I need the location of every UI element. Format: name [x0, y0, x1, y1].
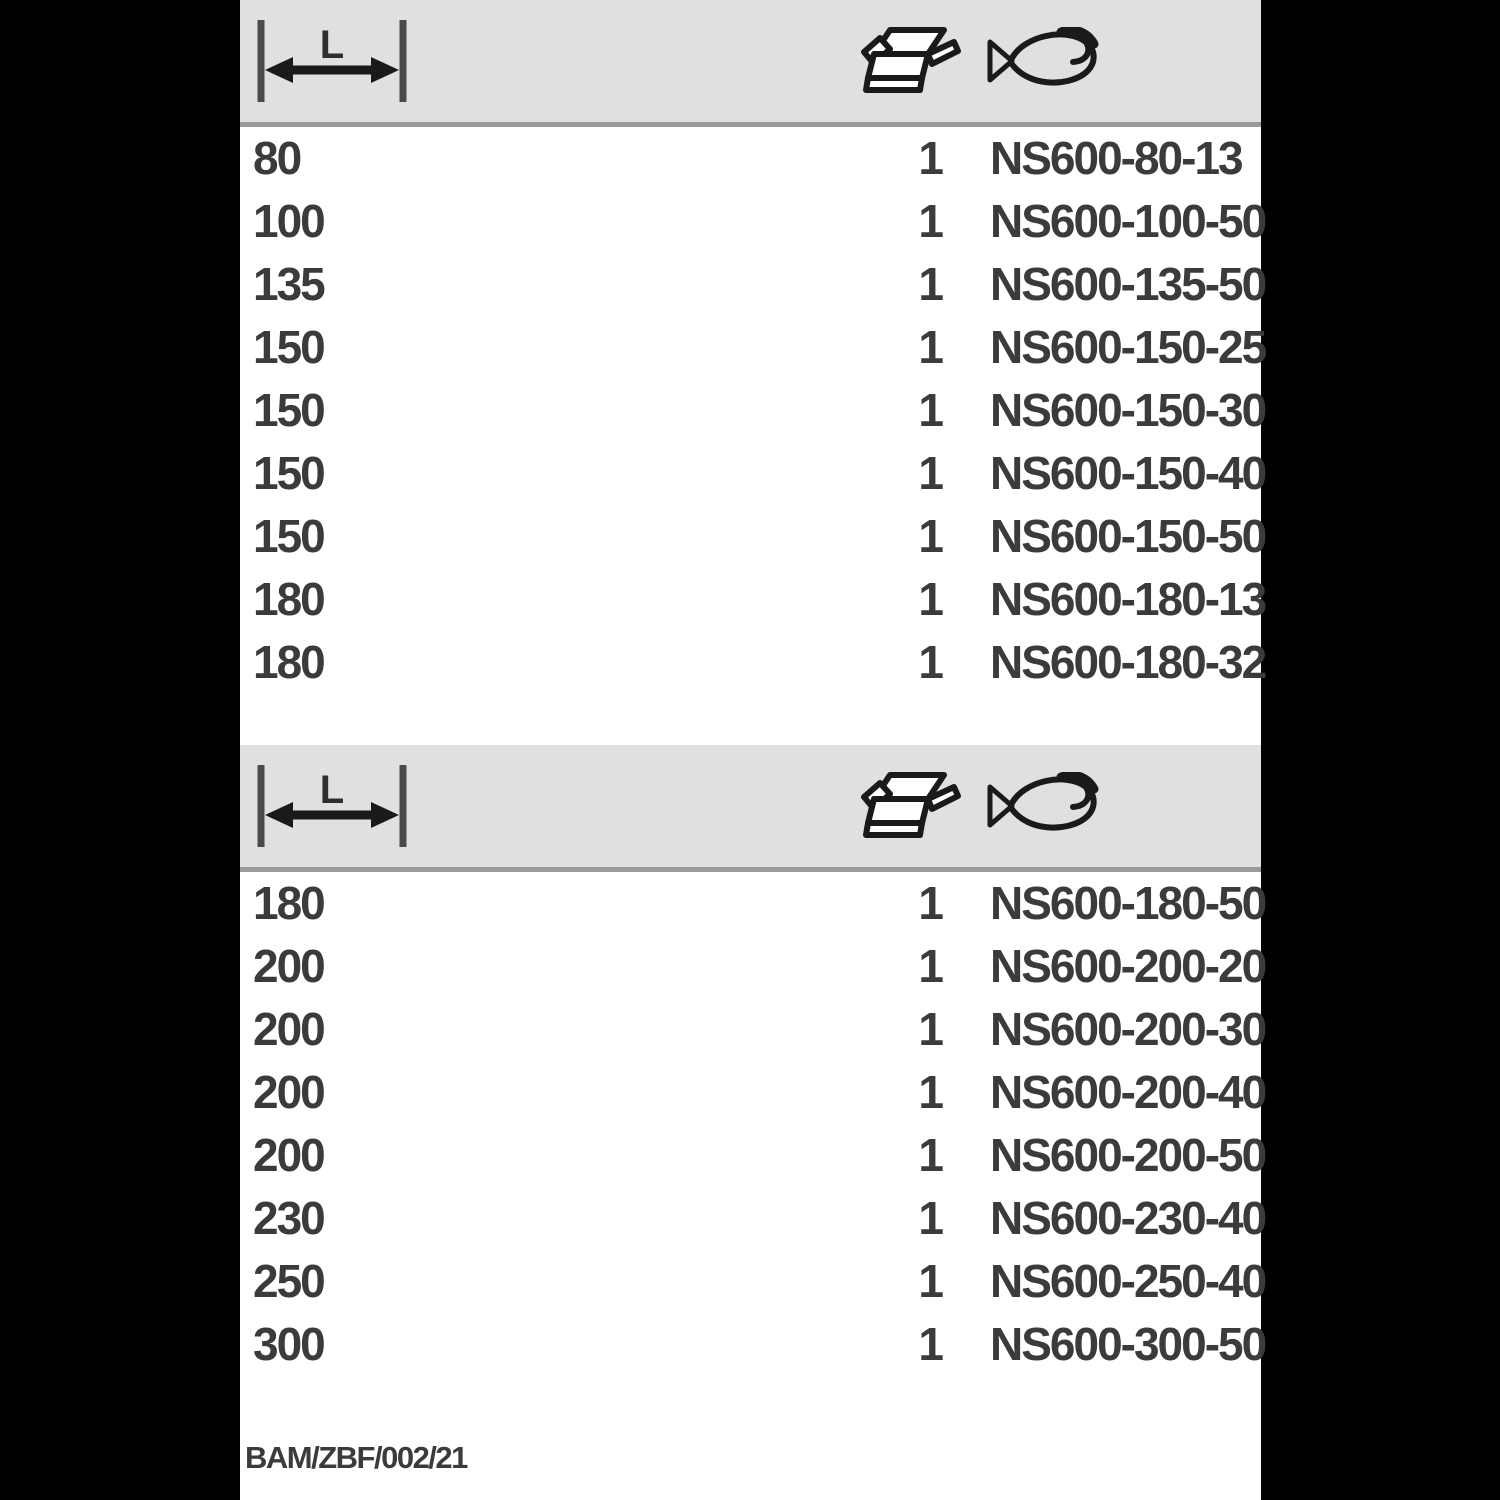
length-value: 200	[253, 1129, 324, 1181]
length-dimension-icon	[257, 765, 407, 847]
length-value: 180	[253, 636, 324, 688]
part-number: NS600-100-50	[990, 195, 1266, 247]
length-value: 250	[253, 1255, 324, 1307]
open-box-icon	[860, 767, 962, 845]
quantity-value: 1	[918, 940, 942, 992]
quantity-value: 1	[918, 258, 942, 310]
document-reference-code: BAM/ZBF/002/21	[245, 1440, 467, 1475]
table-row	[240, 253, 1266, 316]
part-number: NS600-150-40	[990, 447, 1266, 499]
quantity-value: 1	[918, 510, 942, 562]
quantity-value: 1	[918, 1255, 942, 1307]
length-value: 200	[253, 1066, 324, 1118]
length-value: 150	[253, 510, 324, 562]
part-number: NS600-200-30	[990, 1003, 1266, 1055]
length-value: 100	[253, 195, 324, 247]
part-number: NS600-250-40	[990, 1255, 1266, 1307]
part-number: NS600-230-40	[990, 1192, 1266, 1244]
table-row	[240, 127, 1261, 190]
quantity-value: 1	[918, 573, 942, 625]
part-number: NS600-80-13	[990, 132, 1242, 184]
open-box-icon	[860, 22, 962, 100]
length-symbol: L	[319, 23, 345, 67]
table-header	[240, 745, 1261, 872]
table-row	[240, 1250, 1266, 1313]
length-value: 200	[253, 940, 324, 992]
part-number: NS600-200-50	[990, 1129, 1266, 1181]
quantity-value: 1	[918, 1318, 942, 1370]
part-number: NS600-180-50	[990, 877, 1266, 929]
quantity-value: 1	[918, 321, 942, 373]
table-rows	[240, 127, 1266, 694]
part-number: NS600-200-20	[990, 940, 1266, 992]
part-number: NS600-135-50	[990, 258, 1266, 310]
quantity-value: 1	[918, 1003, 942, 1055]
quantity-value: 1	[918, 1192, 942, 1244]
length-value: 135	[253, 258, 324, 310]
table-row	[240, 935, 1266, 998]
part-number: NS600-180-32	[990, 636, 1266, 688]
quantity-value: 1	[918, 384, 942, 436]
length-value: 200	[253, 1003, 324, 1055]
quantity-value: 1	[918, 1066, 942, 1118]
part-number: NS600-150-50	[990, 510, 1266, 562]
quantity-value: 1	[918, 877, 942, 929]
fish-icon	[985, 27, 1100, 91]
table-row	[240, 998, 1266, 1061]
part-number: NS600-150-25	[990, 321, 1266, 373]
spec-table-1	[240, 0, 1266, 694]
quantity-value: 1	[918, 132, 942, 184]
length-value: 80	[253, 132, 301, 184]
table-row	[240, 190, 1266, 253]
fish-icon	[985, 772, 1100, 836]
table-row	[240, 1124, 1266, 1187]
spec-table-2	[240, 745, 1266, 1376]
table-header	[240, 0, 1261, 127]
table-row	[240, 379, 1266, 442]
length-value: 180	[253, 877, 324, 929]
length-value: 300	[253, 1318, 324, 1370]
length-value: 150	[253, 384, 324, 436]
table-row	[240, 1187, 1266, 1250]
length-value: 180	[253, 573, 324, 625]
table-row	[240, 631, 1266, 694]
part-number: NS600-300-50	[990, 1318, 1266, 1370]
table-row	[240, 872, 1266, 935]
quantity-value: 1	[918, 195, 942, 247]
quantity-value: 1	[918, 636, 942, 688]
quantity-value: 1	[918, 447, 942, 499]
length-value: 230	[253, 1192, 324, 1244]
quantity-value: 1	[918, 1129, 942, 1181]
length-value: 150	[253, 321, 324, 373]
table-row	[240, 442, 1266, 505]
table-row	[240, 316, 1266, 379]
length-value: 150	[253, 447, 324, 499]
table-rows	[240, 872, 1266, 1376]
part-number: NS600-180-13	[990, 573, 1266, 625]
table-row	[240, 568, 1266, 631]
length-symbol: L	[319, 768, 345, 812]
length-dimension-icon	[257, 20, 407, 102]
part-number: NS600-200-40	[990, 1066, 1266, 1118]
catalog-page	[240, 0, 1266, 1500]
table-row	[240, 1313, 1266, 1376]
table-row	[240, 1061, 1266, 1124]
table-row	[240, 505, 1266, 568]
part-number: NS600-150-30	[990, 384, 1266, 436]
